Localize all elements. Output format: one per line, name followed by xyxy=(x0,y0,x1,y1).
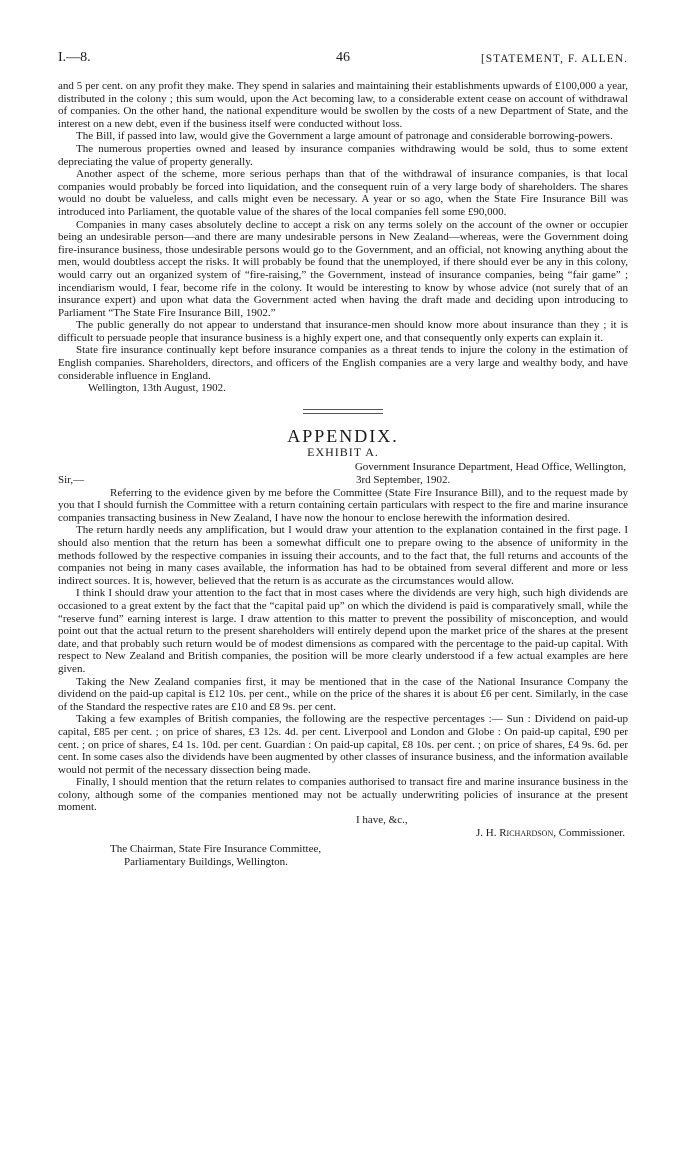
page-number: 46 xyxy=(336,50,350,65)
statement-paragraph: The public generally do not appear to understand that insurance-men should know more about insurance than they ; it is difficult to persuade people that insurance business is a highly expert one, and that consequently only experts can explain it. xyxy=(58,319,628,344)
letter-date: 3rd September, 1902. xyxy=(356,473,451,486)
statement-paragraph: Companies in many cases absolutely decline to accept a risk on any terms solely on the account of the owner or occupier being an undesirable person—and there are many undesirable persons in New Zealand—whereas, were the Government doing fire-insurance business, those undesirable persons would go to the Government, and an official, not knowing anything about the men, would doubtless accept the risks. It will probably be found that the unemployed, if there should ever be any in this colony, would carry out an organized system of “fire-raising,” the Government, instead of insurance companies, being “fair game” ; incendiarism would, I fear, become rife in the colony. It would be interesting to know by whose advice (not surely that of an insurance expert) and upon what data the Government acted when having the draft made and deciding upon introducing to Parliament “The State Fire Insurance Bill, 1902.” xyxy=(58,218,628,319)
letter-dateline xyxy=(58,474,628,487)
statement-paragraph: The numerous properties owned and leased by insurance companies withdrawing would be sold, thus to some extent depreciating the value of property generally. xyxy=(58,142,628,168)
salutation: Sir,— xyxy=(58,473,85,486)
page-header xyxy=(58,52,628,70)
appendix-title: APPENDIX. xyxy=(287,425,399,446)
letter-paragraph: The return hardly needs any amplification, but I would draw your attention to the explanation contained in the first page. I should also mention that the return has been a somewhat difficult one to prepare owing to the absence of uniformity in the methods followed by the respective companies in issuing their accounts, and to the fact that, the full returns and accounts of the companies not being in many cases available, the information has had to be obtained from several different and more or less indirect sources. It is, however, believed that the return is as accurate as the circumstances would allow. xyxy=(58,524,628,587)
signatory-title: Commissioner. xyxy=(558,826,626,839)
letter-paragraph: Taking the New Zealand companies first, it may be mentioned that in the case of the National Insurance Company the dividend on the paid-up capital is £12 10s. per cent., while on the price of the shares it is about £6 per cent. Similarly, in the case of the Standard the respective rates are £10 and £8 9s. per cent. xyxy=(58,675,628,713)
exhibit-heading: EXHIBIT A. xyxy=(307,445,379,460)
statement-paragraph: State fire insurance continually kept before insurance companies as a threat tends to injure the colony in the estimation of English companies. Shareholders, directors, and officers of the English companies are a very large and wealthy body, and have considerable influence in England. xyxy=(58,344,628,382)
letter-closing: I have, &c., xyxy=(356,814,408,827)
statement-paragraph: Another aspect of the scheme, more serious perhaps than that of the withdrawal of insurance companies, is that local companies would probably be forced into liquidation, and the consequent ruin of a very large body of shareholders. The shares would no doubt be valueless, and calls might even be necessary. A year or so ago, when the State Fire Insurance Bill was introduced into Parliament, the quotable value of the shares of the local companies fell some £90,000. xyxy=(58,168,628,218)
page-body xyxy=(58,80,628,868)
running-title: [STATEMENT, F. ALLEN. xyxy=(480,53,628,65)
letter-signature xyxy=(476,827,628,840)
statement-paragraph: The Bill, if passed into law, would give the Government a large amount of patronage and considerable borrowing-powers. xyxy=(76,130,613,143)
addressee-line: Parliamentary Buildings, Wellington. xyxy=(124,855,288,868)
letter-paragraph: Taking a few examples of British companies, the following are the respective percentages :— Sun : Dividend on paid-up capital, £85 per cent. ; on price of shares, £3 12s. 4d. per cent. Liverpool and London and Globe : On paid-up capital, £90 per cent. ; on price of shares, £4 1s. 10d. per cent. Guardian : On paid-up capital, £8 10s. per cent. ; on price of shares, £4 9s. 6d. per cent. In some cases also the dividends have been augmented by other classes of insurance business, and the information available would not permit of the necessary dissection being made. xyxy=(58,713,628,776)
letter-paragraph: Finally, I should mention that the return relates to companies authorised to transact fire and marine insurance business in the colony, although some of the companies mentioned may not be actually underwriting policies of insurance at the present moment. xyxy=(58,776,628,814)
statement-date: Wellington, 13th August, 1902. xyxy=(88,382,226,395)
section-divider xyxy=(303,409,383,414)
appendix-section xyxy=(58,425,628,869)
statement-paragraph: and 5 per cent. on any profit they make. They spend in salaries and maintaining their establishments upwards of £100,000 a year, distributed in the colony ; this sum would, upon the Act becoming law, to a considerable extent cease on account of withdrawal of companies. On the other hand, the national expenditure would be swollen by the costs of a new Department of State, and the interest on a new debt, even if the business itself were conducted without loss. xyxy=(58,80,628,130)
letter-paragraph: Referring to the evidence given by me before the Committee (State Fire Insurance Bill), and to the request made by you that I should furnish the Committee with a return containing certain particulars with respect to the fire and marine insurance companies transacting business in New Zealand, I have now the honour to enclose herewith the information desired. xyxy=(58,486,628,524)
addressee-line: The Chairman, State Fire Insurance Committee, xyxy=(110,843,322,856)
letter-address: Government Insurance Department, Head Office, Wellington, xyxy=(354,461,626,474)
paper-reference: I.—8. xyxy=(58,50,91,65)
statement-section xyxy=(58,80,628,395)
signatory-name: J. H. Richardson, xyxy=(476,826,556,839)
letter-paragraph: I think I should draw your attention to the fact that in most cases where the dividends are very high, such high dividends are occasioned to a great extent by the fact that the “capital paid up” on which the dividend is paid is comparatively small, while the “reserve fund” earning interest is large. I draw attention to this matter to prevent the possibility of misconception, and would point out that the actual return to the present shareholders will entirely depend upon the market price of the shares at the present date, and that probably such return would be of modest dimensions as compared with the percentage to the paid-up capital. With respect to New Zealand and British companies, the position will be more clearly understood if a few actual examples are here given. xyxy=(58,587,628,675)
